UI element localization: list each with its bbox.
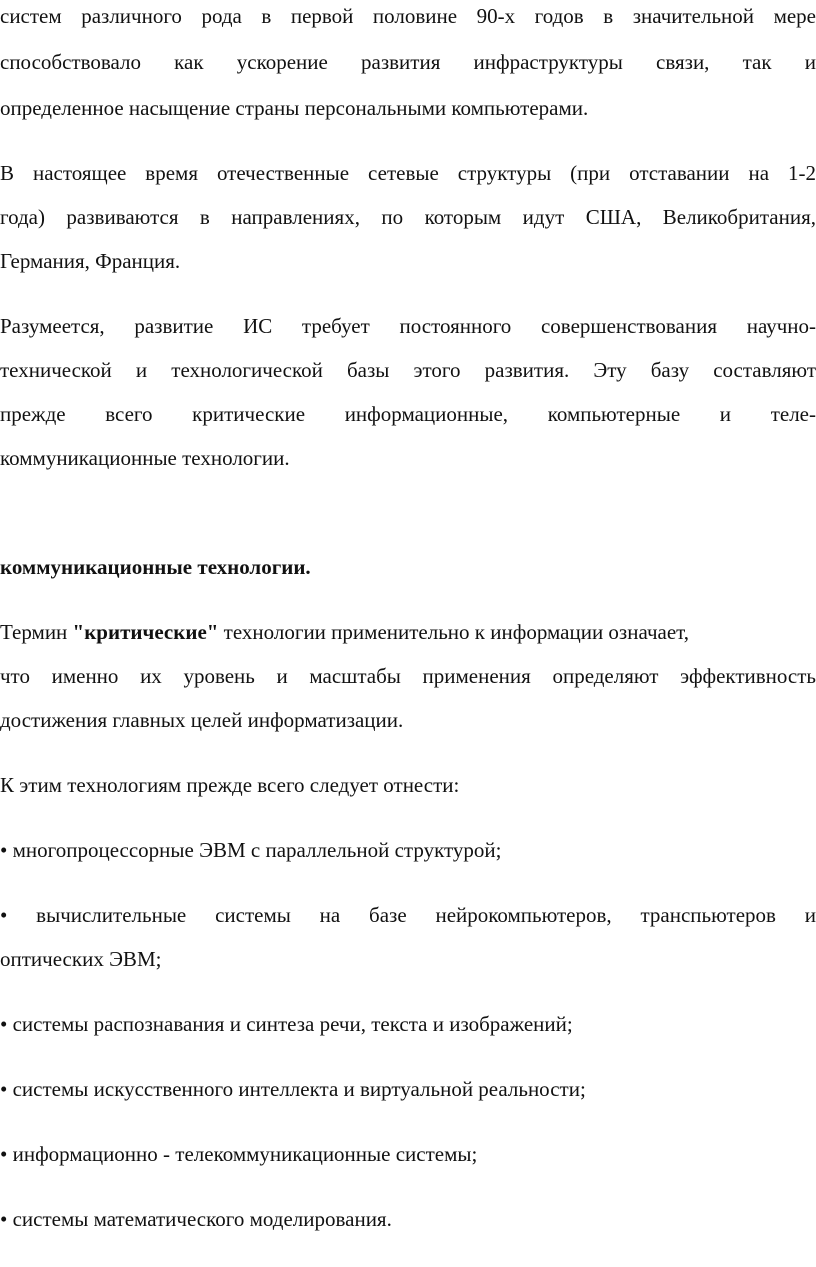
list-item-5: • информационно - телекоммуникационные системы;: [0, 1142, 478, 1166]
paragraph-3-line-1: Разумеется, развитие ИС требует постоянного совершенствования научно-: [0, 314, 816, 338]
list-item-1: • многопроцессорные ЭВМ с параллельной структурой;: [0, 838, 502, 862]
list-item-2-line-1: • вычислительные системы на базе нейрокомпьютеров, транспьютеров и: [0, 903, 816, 927]
paragraph-4-line-1: [0, 618, 816, 646]
paragraph-2-line-2: года) развиваются в направлениях, по которым идут США, Великобритания,: [0, 205, 816, 229]
list-item-2-line-2: оптических ЭВМ;: [0, 947, 162, 971]
paragraph-1-line-2: способствовало как ускорение развития инфраструктуры связи, так и: [0, 50, 816, 74]
paragraph-1-line-1: систем различного рода в первой половине 90-х годов в значительной мере: [0, 4, 816, 28]
paragraph-3-line-4: коммуникационные технологии.: [0, 446, 290, 470]
paragraph-4-end: технологии применительно к информации означает,: [218, 620, 689, 644]
list-item-4: • системы искусственного интеллекта и виртуальной реальности;: [0, 1077, 586, 1101]
list-item-3: • системы распознавания и синтеза речи, текста и изображений;: [0, 1012, 573, 1036]
paragraph-2-line-1: В настоящее время отечественные сетевые структуры (при отставании на 1-2: [0, 161, 816, 185]
paragraph-2-line-3: Германия, Франция.: [0, 249, 181, 273]
paragraph-4-start: Термин: [0, 620, 73, 644]
section-heading-line-2: коммуникационные технологии.: [0, 555, 311, 579]
paragraph-3-line-3: прежде всего критические информационные, компьютерные и теле-: [0, 402, 816, 426]
paragraph-3-line-2: технической и технологической базы этого развития. Эту базу составляют: [0, 358, 816, 382]
paragraph-4-bold-term: "критические": [72, 620, 219, 644]
paragraph-4-line-3: достижения главных целей информатизации.: [0, 708, 404, 732]
paragraph-5: К этим технологиям прежде всего следует отнести:: [0, 773, 460, 797]
list-item-6: • системы математического моделирования.: [0, 1207, 392, 1231]
paragraph-4-line-2: что именно их уровень и масштабы применения определяют эффективность: [0, 664, 816, 688]
paragraph-1-line-3: определенное насыщение страны персональными компьютерами.: [0, 96, 589, 120]
